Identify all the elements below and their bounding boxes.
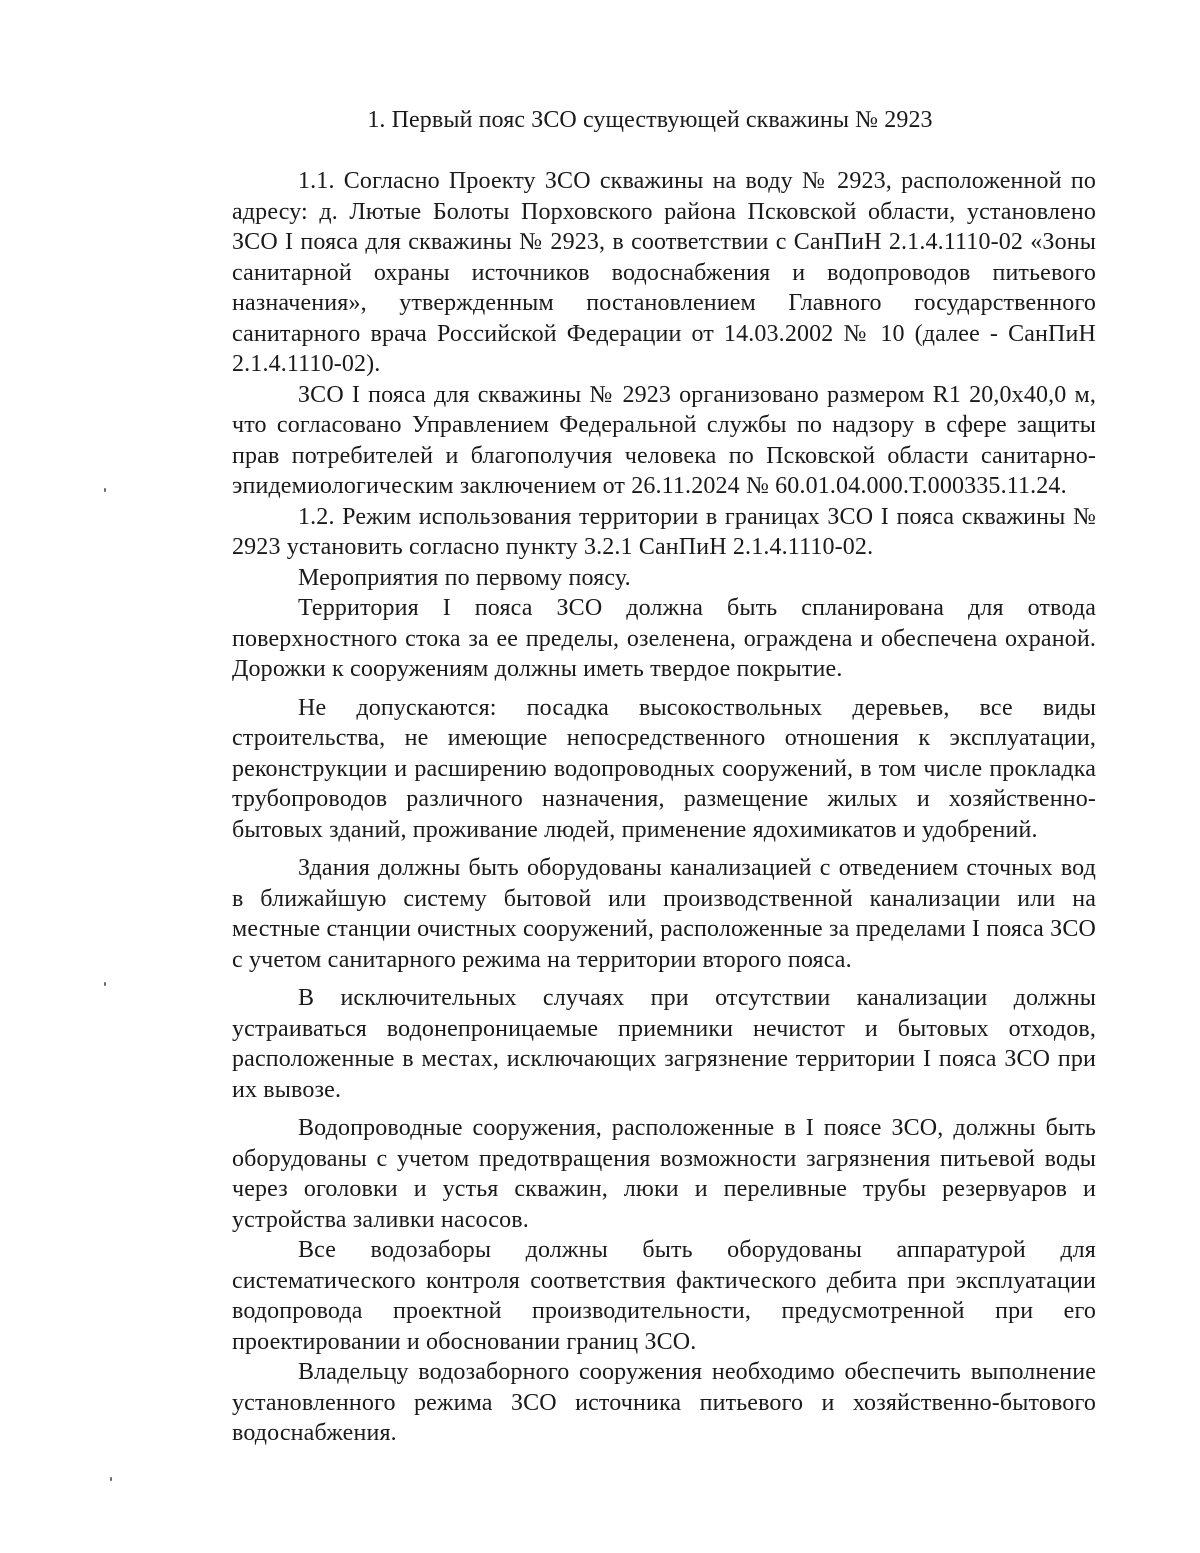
section-heading: 1. Первый пояс ЗСО существующей скважины № 2923: [367, 107, 933, 133]
scan-speck: [110, 1477, 112, 1481]
paragraph-exceptional-cases: В исключительных случаях при отсутствии канализации должны устраиваться водонепроницаемые приемники нечистот и бытовых отходов, расположенные в местах, исключающих загрязнение территории I пояса ЗСО при их вывозе.: [232, 985, 1096, 1103]
paragraph-owner: Владельцу водозаборного сооружения необходимо обеспечить выполнение установленного режима ЗСО источника питьевого и хозяйственно-бытового водоснабжения.: [232, 1359, 1096, 1446]
paragraph-1-1: 1.1. Согласно Проекту ЗСО скважины на воду № 2923, расположенной по адресу: д. Лютые Болоты Порховского района Псковской области, установлено ЗСО I пояса для скважины № 2923, в соответствии с СанПиН 2.1.4.1110-02 «Зоны санитарной охраны источников водоснабжения и водопроводов питьевого назначения», утвержденным постановлением Главного государственного санитарного врача Российской Федерации от 14.03.2002 № 10 (далее - СанПиН 2.1.4.1110-02).: [232, 168, 1096, 377]
paragraph-zone-size: ЗСО I пояса для скважины № 2923 организовано размером R1 20,0x40,0 м, что согласовано Управлением Федеральной службы по надзору в сфере защиты прав потребителей и благополучия человека по Псковской области санитарно-эпидемиологическим заключением от 26.11.2024 № 60.01.04.000.Т.000335.11.24.: [232, 381, 1096, 499]
paragraph-1-2: 1.2. Режим использования территории в границах ЗСО I пояса скважины № 2923 установить согласно пункту 3.2.1 СанПиН 2.1.4.1110-02.: [232, 503, 1096, 560]
scan-speck: [104, 488, 106, 492]
paragraph-prohibitions: Не допускаются: посадка высокоствольных деревьев, все виды строительства, не имеющие непосредственного отношения к эксплуатации, реконструкции и расширению водопроводных сооружений, в том числе прокладка трубопроводов различного назначения, размещение жилых и хозяйственно-бытовых зданий, проживание людей, применение ядохимикатов и удобрений.: [232, 694, 1096, 843]
paragraph-sewerage: Здания должны быть оборудованы канализацией с отведением сточных вод в ближайшую систему бытовой или производственной канализации или на местные станции очистных сооружений, расположенные за пределами I пояса ЗСО с учетом санитарного режима на территории второго пояса.: [232, 855, 1096, 973]
document-body: [232, 166, 1096, 1449]
paragraph-water-intakes: Все водозаборы должны быть оборудованы аппаратурой для систематического контроля соответствия фактического дебита при эксплуатации водопровода проектной производительности, предусмотренной при его проектировании и обосновании границ ЗСО.: [232, 1237, 1096, 1355]
paragraph-measures-title: Мероприятия по первому поясу.: [298, 564, 631, 591]
paragraph-territory: Территория I пояса ЗСО должна быть спланирована для отвода поверхностного стока за ее пределы, озеленена, ограждена и обеспечена охраной. Дорожки к сооружениям должны иметь твердое покрытие.: [232, 595, 1096, 682]
paragraph-water-structures: Водопроводные сооружения, расположенные в I поясе ЗСО, должны быть оборудованы с учетом предотвращения возможности загрязнения питьевой воды через оголовки и устья скважин, люки и переливные трубы резервуаров и устройства заливки насосов.: [232, 1115, 1096, 1233]
scan-speck: [104, 982, 106, 986]
